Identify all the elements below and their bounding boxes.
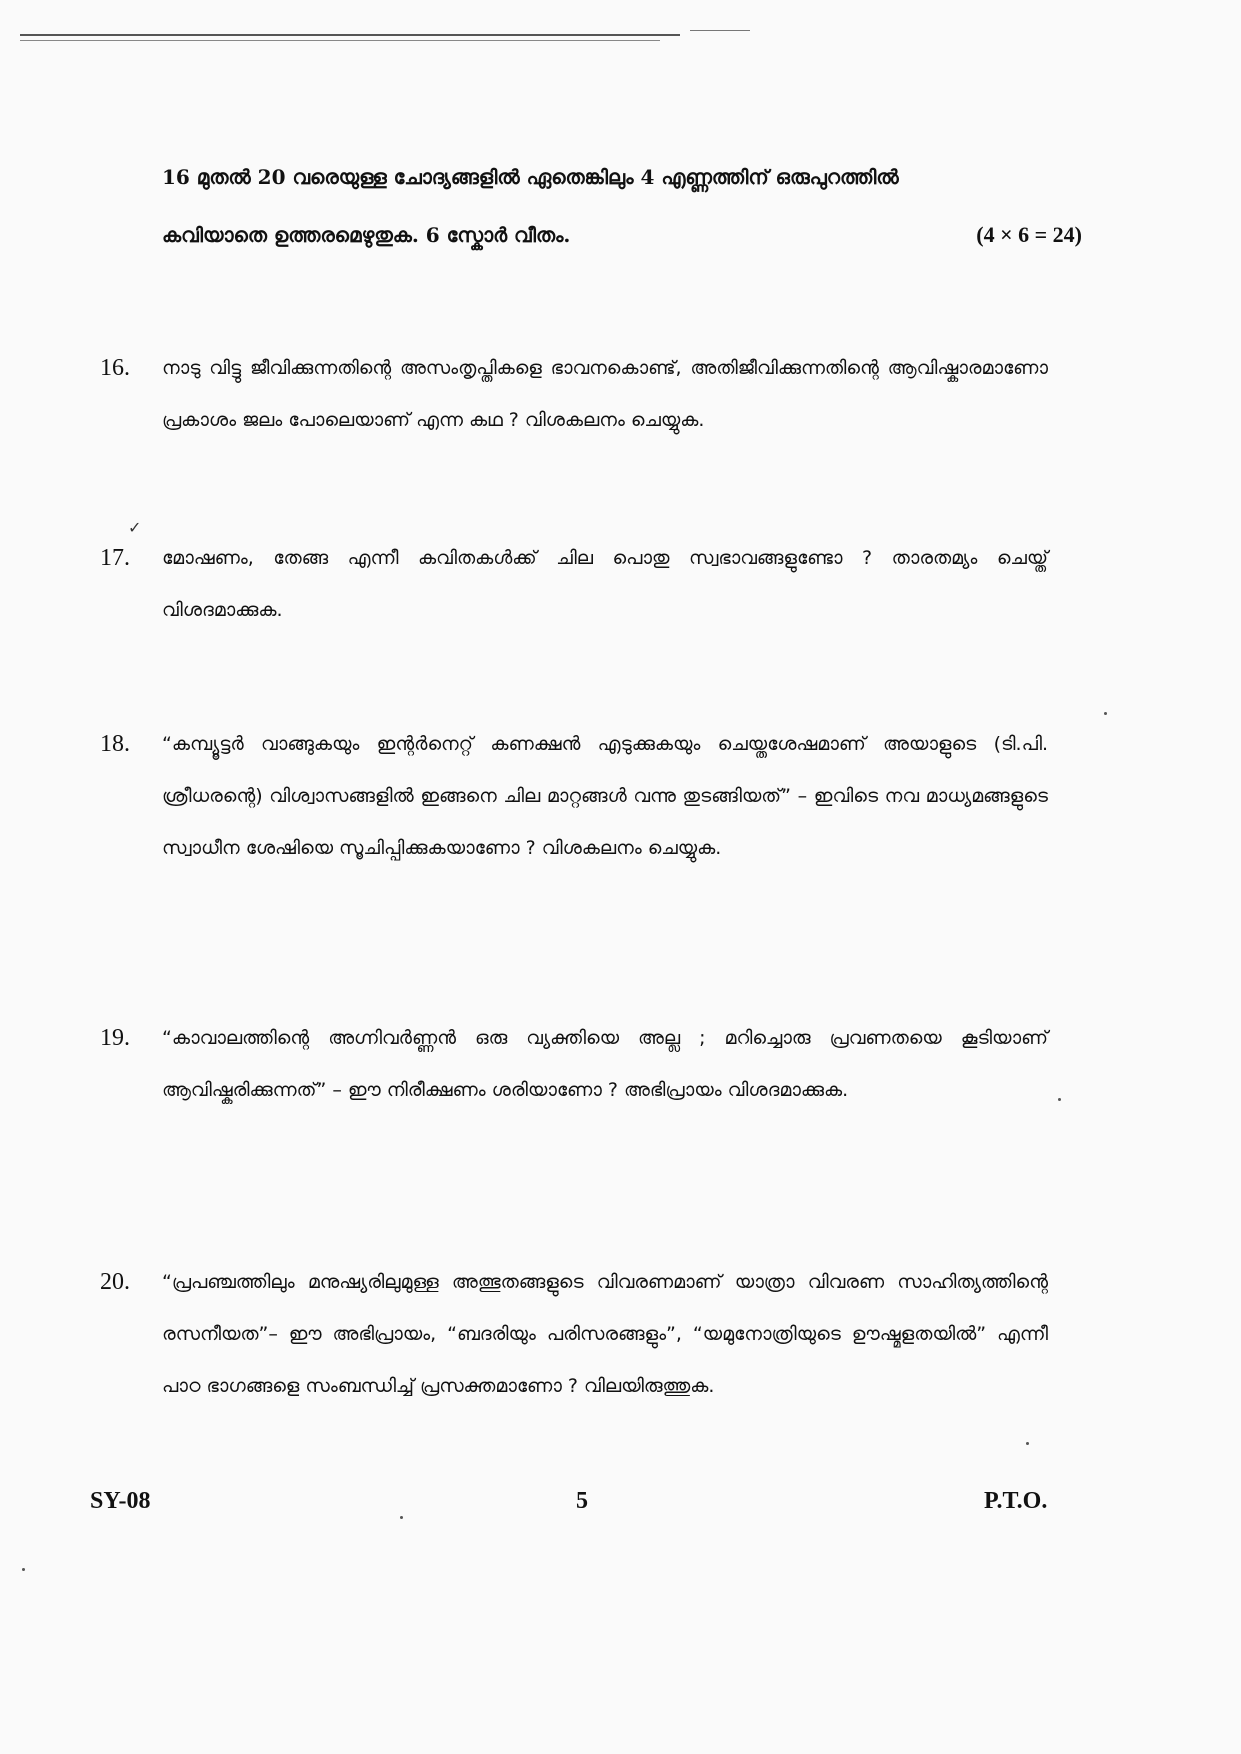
question-number: 18. [100, 731, 130, 757]
question-text: മോഷണം, തേങ്ങ എന്നീ കവിതകൾക്ക് ചില പൊതു സ്വഭാവങ്ങളുണ്ടോ ? താരതമ്യം ചെയ്ത് വിശദമാക്കുക. [162, 547, 1048, 621]
instruction-line-2: കവിയാതെ ഉത്തരമെഴുതുക. 6 സ്കോർ വീതം. [162, 223, 571, 247]
question-text: നാടു വിട്ടു ജീവിക്കുന്നതിന്റെ അസംതൃപ്തികളെ ഭാവനകൊണ്ട്, അതിജീവിക്കുന്നതിന്റെ ആവിഷ്കാരമാണോ പ്രകാശം ജലം പോലെയാണ് എന്ന കഥ ? വിശകലനം ചെയ്യുക. [162, 357, 1048, 431]
question-20 [100, 1256, 1060, 1412]
paper-code: SY-08 [90, 1488, 151, 1514]
question-number: 19. [100, 1025, 130, 1051]
page-number: 5 [576, 1488, 588, 1514]
question-17 [100, 532, 1060, 636]
check-mark-icon: ✓ [128, 518, 142, 537]
scan-speck [1104, 712, 1107, 715]
scan-speck [1026, 1442, 1029, 1445]
marks-allocation: (4 × 6 = 24) [976, 222, 1082, 247]
section-instructions [162, 148, 1082, 264]
question-16 [100, 342, 1060, 446]
please-turn-over: P.T.O. [984, 1488, 1048, 1514]
scan-border-line [20, 40, 660, 41]
question-number: 17. [100, 545, 130, 571]
question-number: 20. [100, 1269, 130, 1295]
question-text: “പ്രപഞ്ചത്തിലും മനുഷ്യരിലുമുള്ള അത്ഭുതങ്ങളുടെ വിവരണമാണ് യാത്രാ വിവരണ സാഹിത്യത്തിന്റെ രസനീയത”– ഈ അഭിപ്രായം, “ബദരിയും പരിസരങ്ങളും”, “യമുനോത്രിയുടെ ഊഷ്മളതയിൽ” എന്നീ പാഠ ഭാഗങ്ങളെ സംബന്ധിച്ച് പ്രസക്തമാണോ ? വിലയിരുത്തുക. [162, 1271, 1048, 1397]
scan-speck [1058, 1098, 1061, 1101]
question-19 [100, 1012, 1060, 1116]
instruction-line-1: 16 മുതൽ 20 വരെയുള്ള ചോദ്യങ്ങളിൽ ഏതെങ്കിലും 4 എണ്ണത്തിന് ഒരുപുറത്തിൽ [162, 165, 899, 189]
question-text: “കമ്പ്യൂട്ടർ വാങ്ങുകയും ഇന്റർനെറ്റ് കണക്ഷൻ എടുക്കുകയും ചെയ്തശേഷമാണ് അയാളുടെ (ടി.പി. ശ്രീധരന്റെ) വിശ്വാസങ്ങളിൽ ഇങ്ങനെ ചില മാറ്റങ്ങൾ വന്നു തുടങ്ങിയത്” – ഇവിടെ നവ മാധ്യമങ്ങളുടെ സ്വാധീന ശേഷിയെ സൂചിപ്പിക്കുകയാണോ ? വിശകലനം ചെയ്യുക. [162, 733, 1048, 859]
scan-border-line [20, 34, 680, 36]
scan-speck [400, 1516, 403, 1519]
scan-speck [22, 1568, 25, 1571]
question-number: 16. [100, 355, 130, 381]
question-text: “കാവാലത്തിന്റെ അഗ്നിവർണ്ണൻ ഒരു വ്യക്തിയെ അല്ല ; മറിച്ചൊരു പ്രവണതയെ കൂടിയാണ് ആവിഷ്കരിക്കുന്നത്” – ഈ നിരീക്ഷണം ശരിയാണോ ? അഭിപ്രായം വിശദമാക്കുക. [162, 1027, 1048, 1101]
scan-border-line [690, 30, 750, 31]
question-18 [100, 718, 1060, 874]
